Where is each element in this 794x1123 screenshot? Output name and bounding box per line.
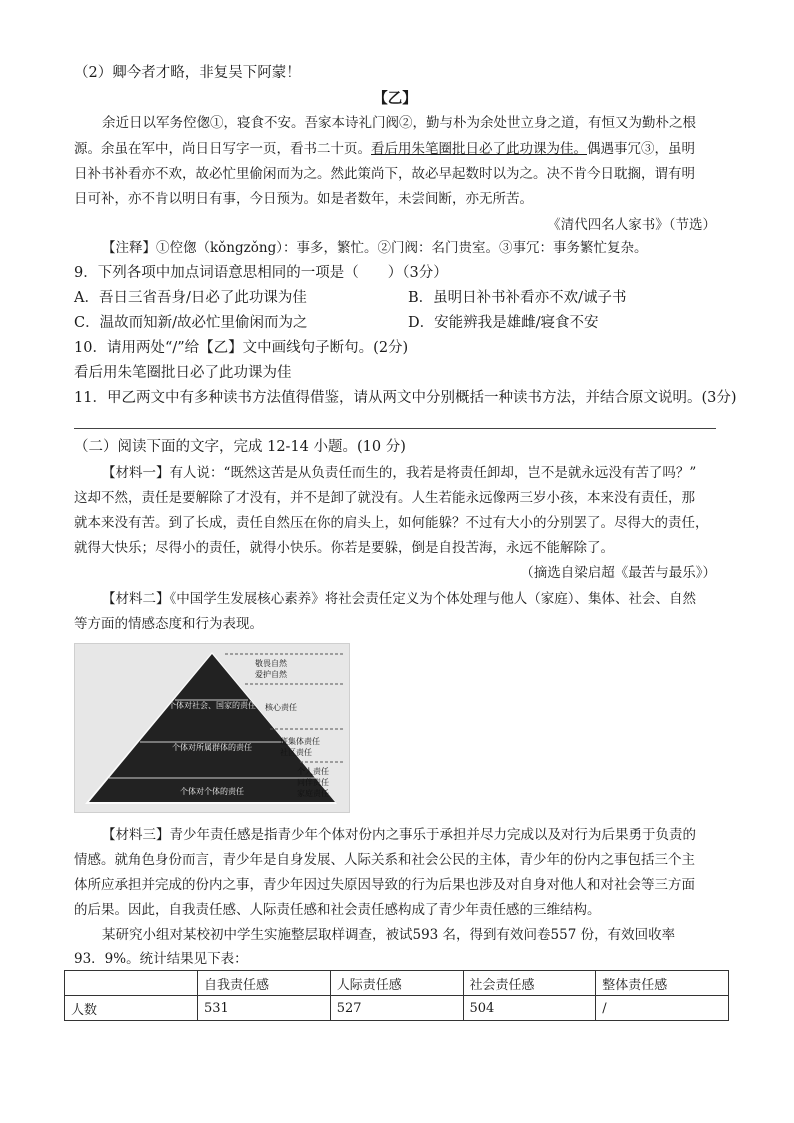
- label-personal-responsibility: 个人责任: [297, 767, 329, 776]
- label-family-responsibility: 家庭责任: [297, 789, 329, 798]
- q9-option-b: B．虽明日补书补看亦不欢/诚子书: [408, 290, 627, 306]
- material3-line-1: 【材料三】青少年责任感是指青少年个体对份内之事乐于承担并尽力完成以及对行为后果勇于负责的: [102, 827, 696, 843]
- table-cell: 504: [463, 996, 596, 1021]
- label-respect-nature: 敬畏自然: [255, 659, 287, 668]
- q9-option-d: D．安能辨我是雄雌/寝食不安: [408, 315, 599, 331]
- table-row: [65, 996, 729, 1021]
- pyramid-diagram: [75, 644, 349, 812]
- label-core-responsibility: 核心责任: [265, 703, 297, 712]
- underlined-sentence: 看后用朱笔圈批日必了此功课为佳。: [371, 141, 587, 157]
- material1-line-3: 就本来没有苦。到了长成，责任自然压在你的肩头上，如何能躲？不过有大小的分别罢了。尽得大的责任，: [74, 515, 709, 531]
- material3-line-4: 的后果。因此，自我责任感、人际责任感和社会责任感构成了青少年责任感的三维结构。: [74, 902, 601, 918]
- table-cell: 531: [198, 996, 331, 1021]
- material1-source: （摘选自梁启超《最苦与最乐》）: [520, 565, 716, 581]
- table-header-cell: [65, 971, 198, 996]
- table-header-cell: 社会责任感: [463, 971, 596, 996]
- table-header-cell: 人际责任感: [330, 971, 463, 996]
- passage-b-line-3: 日补书补看亦不欢，故必忙里偷闲而为之。然此策尚下，故必早起数时以为之。决不肯今日耽搁，谓有明: [74, 166, 695, 182]
- material1-line-2: 这却不然，责任是要解除了才没有，并不是卸了就没有。人生若能永远像两三岁小孩，本来没有责任，那: [74, 490, 695, 506]
- table-cell: /: [596, 996, 729, 1021]
- label-peer-responsibility: 同伴责任: [297, 778, 329, 787]
- section-divider: [74, 428, 716, 429]
- passage-b-notes: 【注释】①倥偬（kǒngzǒng）：事多，繁忙。②门阀：名门贵室。③事冗：事务繁忙复杂。: [102, 240, 648, 256]
- material2-line-1: 【材料二】《中国学生发展核心素养》将社会责任定义为个体处理与他人（家庭）、集体、社会、自然: [102, 591, 696, 607]
- q10-stem: 10．请用两处“/”给【乙】文中画线句子断句。(2分): [74, 340, 409, 356]
- survey-results-table: [64, 970, 729, 1021]
- label-community-responsibility: 社区责任: [280, 748, 312, 757]
- survey-line-1: 某研究小组对某校初中学生实施整层取样调查，被试593 名，得到有效问卷557 份，有效回收率: [102, 927, 676, 943]
- material3-line-3: 体所应承担并完成的份内之事，青少年因过失原因导致的行为后果也涉及对自身对他人和对社会等三方面: [74, 877, 695, 893]
- survey-line-2: 93．9%。统计结果见下表：: [74, 951, 248, 967]
- label-protect-nature: 爱护自然: [255, 670, 287, 679]
- q10-sentence: 看后用朱笔圈批日必了此功课为佳: [74, 365, 292, 381]
- passage-b-line-2: 源。余虽在军中，尚日日写字一页，看书二十页。看后用朱笔圈批日必了此功课为佳。偶遇事冗③，虽明: [74, 141, 695, 157]
- table-cell: 527: [330, 996, 463, 1021]
- material3-line-2: 情感。就角色身份而言，青少年是自身发展、人际关系和社会公民的主体，青少年的份内之事包括三个主: [74, 852, 695, 868]
- table-header-row: [65, 971, 729, 996]
- table-header-cell: 自我责任感: [198, 971, 331, 996]
- responsibility-pyramid-figure: [74, 643, 350, 813]
- passage-b-line-1: 余近日以军务倥偬①，寝食不安。吾家本诗礼门阀②，勤与朴为余处世立身之道，有恒又为勤朴之根: [102, 115, 696, 131]
- material2-line-2: 等方面的情感态度和行为表现。: [74, 616, 263, 632]
- pyramid-layer-1: 个体对社会、国家的责任: [168, 701, 256, 710]
- passage-a-quote: （2）卿今者才略，非复吴下阿蒙！: [74, 65, 301, 81]
- label-class-responsibility: 班集体责任: [280, 737, 320, 746]
- q9-stem: 9．下列各项中加点词语意思相同的一项是（ ）（3分）: [74, 265, 448, 281]
- material1-line-1: 【材料一】有人说：“既然这苦是从负责任而生的，我若是将责任卸却，岂不是就永远没有苦了吗？”: [102, 465, 697, 481]
- table-row-label: 人数: [65, 996, 198, 1021]
- pyramid-layer-2: 个体对所属群体的责任: [172, 743, 252, 752]
- material1-line-4: 就得大快乐；尽得小的责任，就得小快乐。你若是要躲，倒是自投苦海，永远不能解除了。: [74, 540, 614, 556]
- passage-b-line-4: 日可补，亦不肯以明日有事，今日预为。如是者数年，未尝间断，亦无所苦。: [74, 191, 533, 207]
- passage-b-title: 【乙】: [373, 90, 417, 107]
- table-header-cell: 整体责任感: [596, 971, 729, 996]
- pyramid-layer-3: 个体对个体的责任: [180, 787, 244, 796]
- q9-option-a: A．吾日三省吾身/日必了此功课为佳: [74, 290, 307, 306]
- q11-stem: 11．甲乙两文中有多种读书方法值得借鉴，请从两文中分别概括一种读书方法，并结合原文说明。(3分): [74, 390, 737, 406]
- section2-heading: （二）阅读下面的文字，完成 12-14 小题。(10 分): [74, 439, 406, 455]
- q9-option-c: C．温故而知新/故必忙里偷闲而为之: [74, 315, 308, 331]
- passage-b-source: 《清代四名人家书》（节选）: [547, 217, 716, 233]
